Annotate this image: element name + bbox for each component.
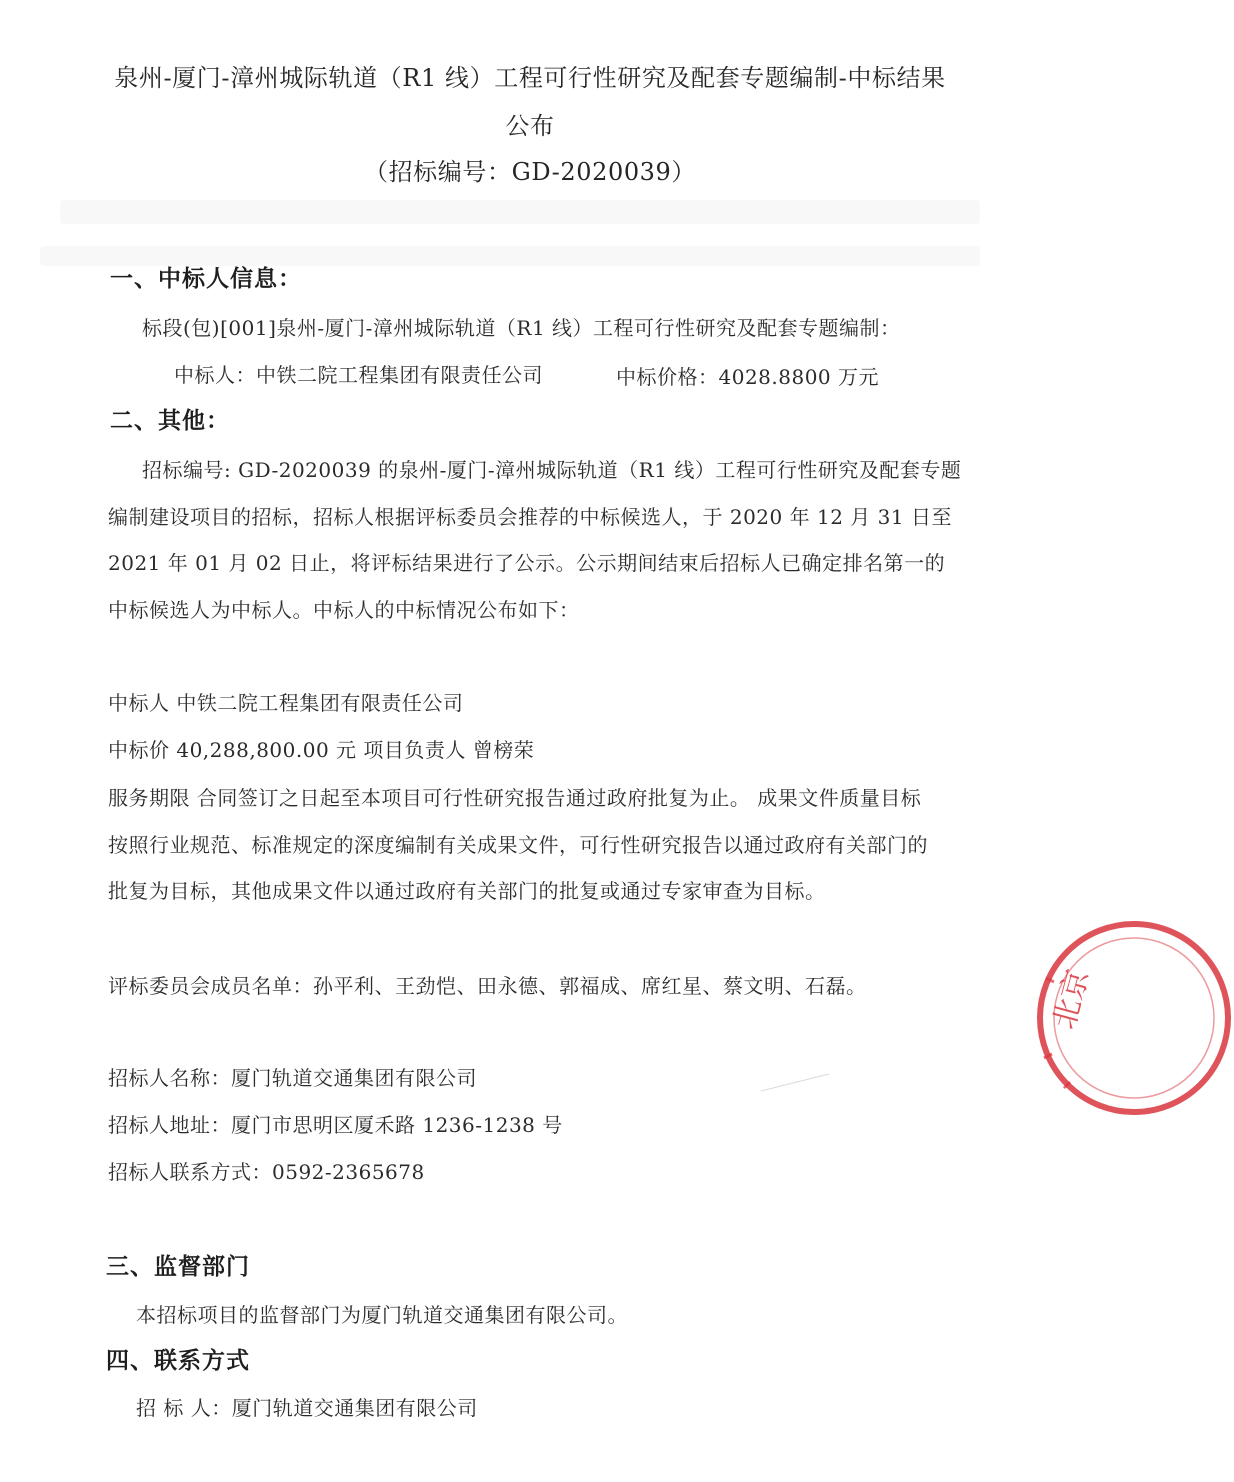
section3-text: 本招标项目的监督部门为厦门轨道交通集团有限公司。 bbox=[136, 1303, 628, 1327]
committee-members: 评标委员会成员名单：孙平利、王劲恺、田永德、郭福成、席红星、蔡文明、石磊。 bbox=[108, 974, 867, 998]
section2-heading: 二、其他： bbox=[110, 407, 230, 434]
section2-price-line: 中标价 40,288,800.00 元 项目负责人 曾榜荣 bbox=[108, 738, 535, 762]
section1-winner: 中标人：中铁二院工程集团有限责任公司 bbox=[174, 363, 543, 387]
doc-bid-number: （招标编号：GD-2020039） bbox=[363, 158, 697, 186]
section3-heading: 三、监督部门 bbox=[106, 1253, 250, 1280]
doc-title-line1: 泉州-厦门-漳州城际轨道（R1 线）工程可行性研究及配套专题编制-中标结果 bbox=[114, 64, 946, 92]
section4-tenderer: 招 标 人：厦门轨道交通集团有限公司 bbox=[136, 1396, 478, 1420]
scan-artifact bbox=[40, 246, 980, 266]
section2-service-line: 批复为目标，其他成果文件以通过政府有关部门的批复或通过专家审查为目标。 bbox=[108, 879, 826, 903]
section2-para-line: 2021 年 01 月 02 日止，将评标结果进行了公示。公示期间结束后招标人已确定排名第一的 bbox=[108, 551, 946, 575]
section2-para-line: 中标候选人为中标人。中标人的中标情况公布如下： bbox=[108, 598, 580, 622]
section1-heading: 一、中标人信息： bbox=[110, 265, 302, 292]
official-seal-stamp bbox=[1034, 918, 1234, 1118]
seal-text: 北京 bbox=[1046, 965, 1097, 1033]
scan-artifact bbox=[761, 1074, 829, 1092]
tenderer-contact: 招标人联系方式：0592-2365678 bbox=[108, 1160, 425, 1184]
section4-heading: 四、联系方式 bbox=[106, 1347, 250, 1374]
section2-para-line: 招标编号: GD-2020039 的泉州-厦门-漳州城际轨道（R1 线）工程可行性研究及配套专题 bbox=[142, 458, 962, 482]
section1-price: 中标价格：4028.8800 万元 bbox=[616, 365, 880, 389]
section1-lot-line: 标段(包)[001]泉州-厦门-漳州城际轨道（R1 线）工程可行性研究及配套专题编制： bbox=[142, 316, 901, 340]
section2-para-line: 编制建设项目的招标，招标人根据评标委员会推荐的中标候选人，于 2020 年 12 月 31 日至 bbox=[108, 505, 952, 529]
scan-artifact bbox=[60, 200, 980, 224]
section2-service-line: 按照行业规范、标准规定的深度编制有关成果文件，可行性研究报告以通过政府有关部门的 bbox=[108, 833, 928, 857]
tenderer-name: 招标人名称：厦门轨道交通集团有限公司 bbox=[108, 1066, 477, 1090]
doc-title-line2: 公布 bbox=[505, 112, 555, 140]
tenderer-address: 招标人地址：厦门市思明区厦禾路 1236-1238 号 bbox=[108, 1113, 563, 1137]
section2-winner-line: 中标人 中铁二院工程集团有限责任公司 bbox=[108, 691, 464, 715]
section2-service-line: 服务期限 合同签订之日起至本项目可行性研究报告通过政府批复为止。 成果文件质量目标 bbox=[108, 786, 922, 810]
